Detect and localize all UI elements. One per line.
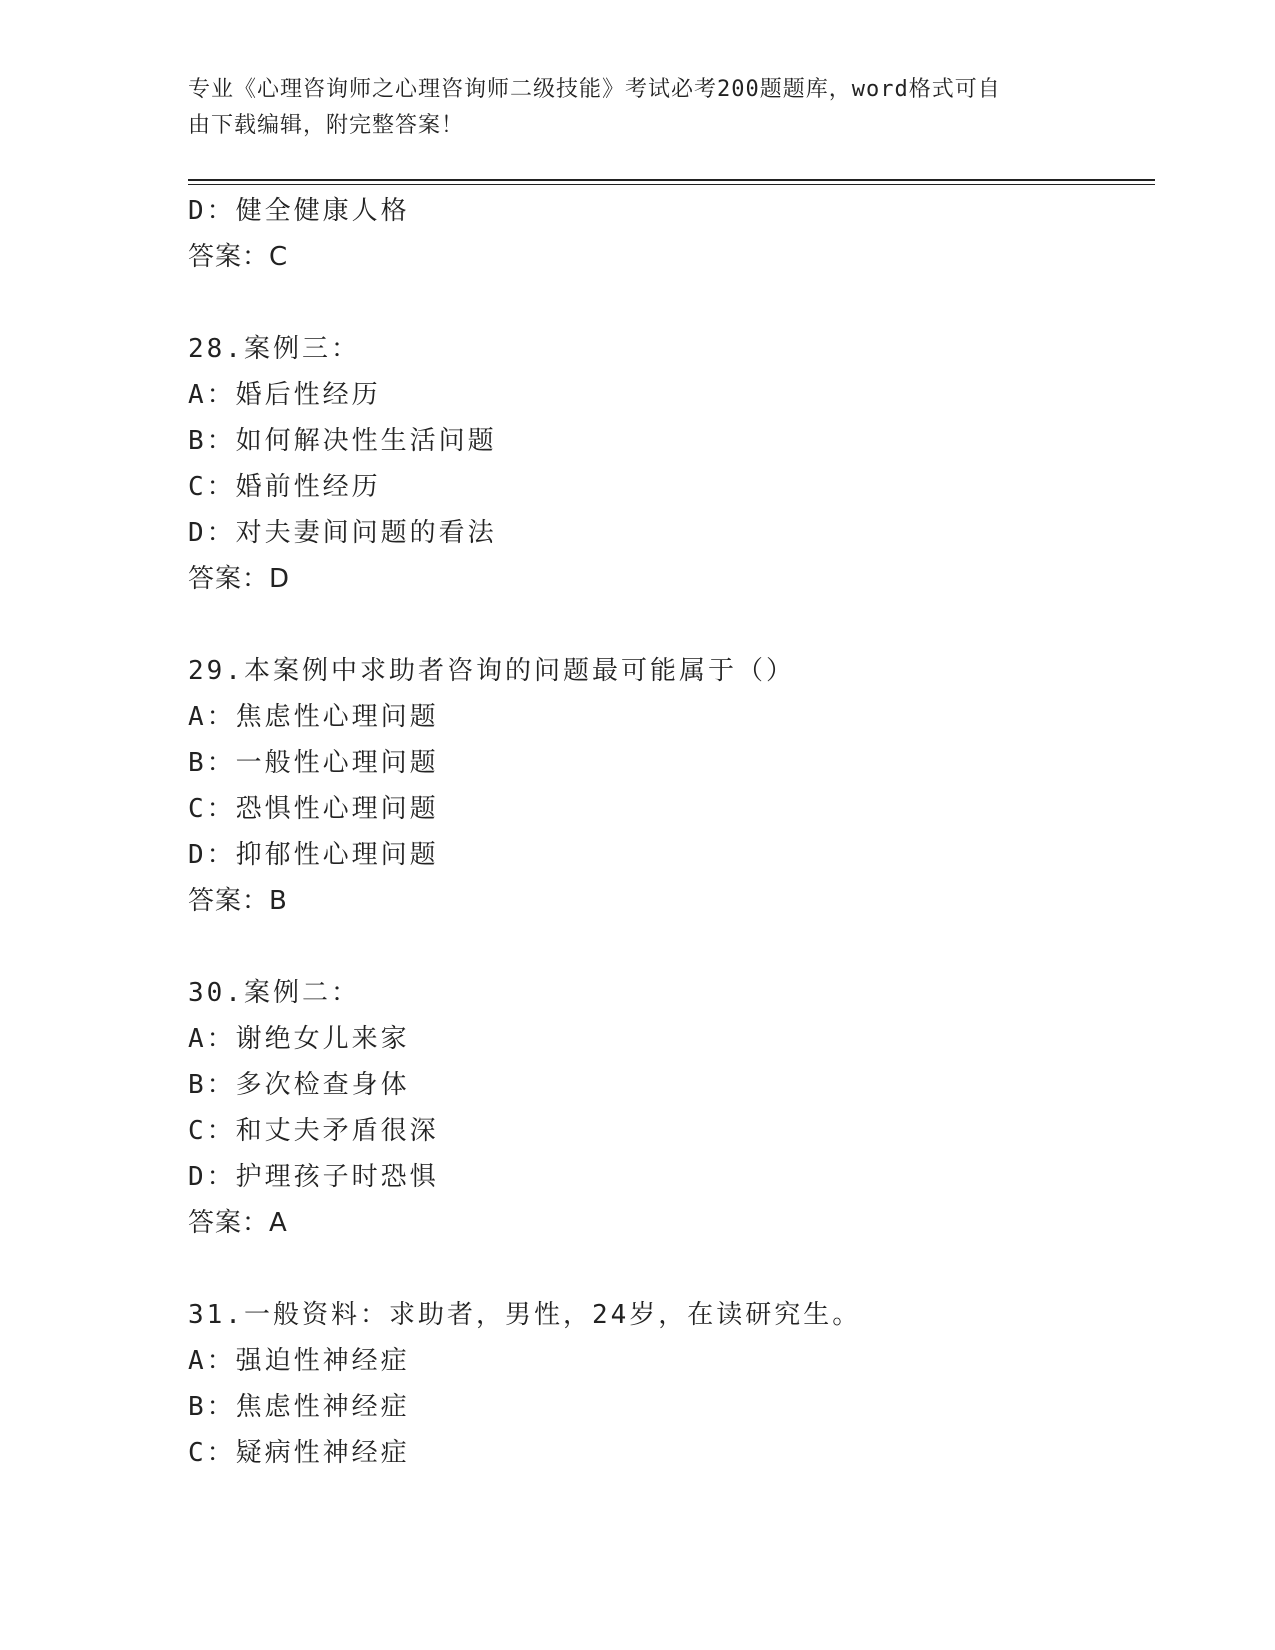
question-31 (188, 1292, 1148, 1476)
answer: 答案：D (188, 564, 291, 594)
question-stem: 29.本案例中求助者咨询的问题最可能属于（） (188, 656, 795, 686)
option-a: A：强迫性神经症 (188, 1346, 410, 1376)
spacer (188, 924, 1148, 970)
question-stem: 31.一般资料：求助者，男性，24岁，在读研究生。 (188, 1300, 862, 1330)
option-c: C：恐惧性心理问题 (188, 794, 439, 824)
question-stem: 30.案例二： (188, 978, 360, 1008)
option-c: C：和丈夫矛盾很深 (188, 1116, 439, 1146)
question-30 (188, 970, 1148, 1246)
option-b: B：焦虑性神经症 (188, 1392, 410, 1422)
answer: 答案：C (188, 242, 289, 272)
spacer (188, 280, 1148, 326)
question-list (188, 188, 1148, 1476)
page-header (188, 72, 1088, 144)
option-c: C：婚前性经历 (188, 472, 381, 502)
option-d: D：护理孩子时恐惧 (188, 1162, 439, 1192)
answer: 答案：B (188, 886, 288, 916)
header-line-2: 由下载编辑，附完整答案！ (188, 113, 465, 138)
spacer (188, 1246, 1148, 1292)
answer: 答案：A (188, 1208, 288, 1238)
option-d: D：健全健康人格 (188, 196, 410, 226)
question-28 (188, 326, 1148, 602)
question-stem: 28.案例三： (188, 334, 360, 364)
question-29 (188, 648, 1148, 924)
option-a: A：谢绝女儿来家 (188, 1024, 410, 1054)
header-line-1: 专业《心理咨询师之心理咨询师二级技能》考试必考200题题库，word格式可自 (188, 77, 1001, 102)
header-divider (188, 179, 1155, 185)
option-b: B：一般性心理问题 (188, 748, 439, 778)
option-a: A：婚后性经历 (188, 380, 381, 410)
spacer (188, 602, 1148, 648)
option-c: C：疑病性神经症 (188, 1438, 410, 1468)
option-a: A：焦虑性心理问题 (188, 702, 439, 732)
option-d: D：对夫妻间问题的看法 (188, 518, 497, 548)
option-b: B：如何解决性生活问题 (188, 426, 497, 456)
option-d: D：抑郁性心理问题 (188, 840, 439, 870)
option-b: B：多次检查身体 (188, 1070, 410, 1100)
